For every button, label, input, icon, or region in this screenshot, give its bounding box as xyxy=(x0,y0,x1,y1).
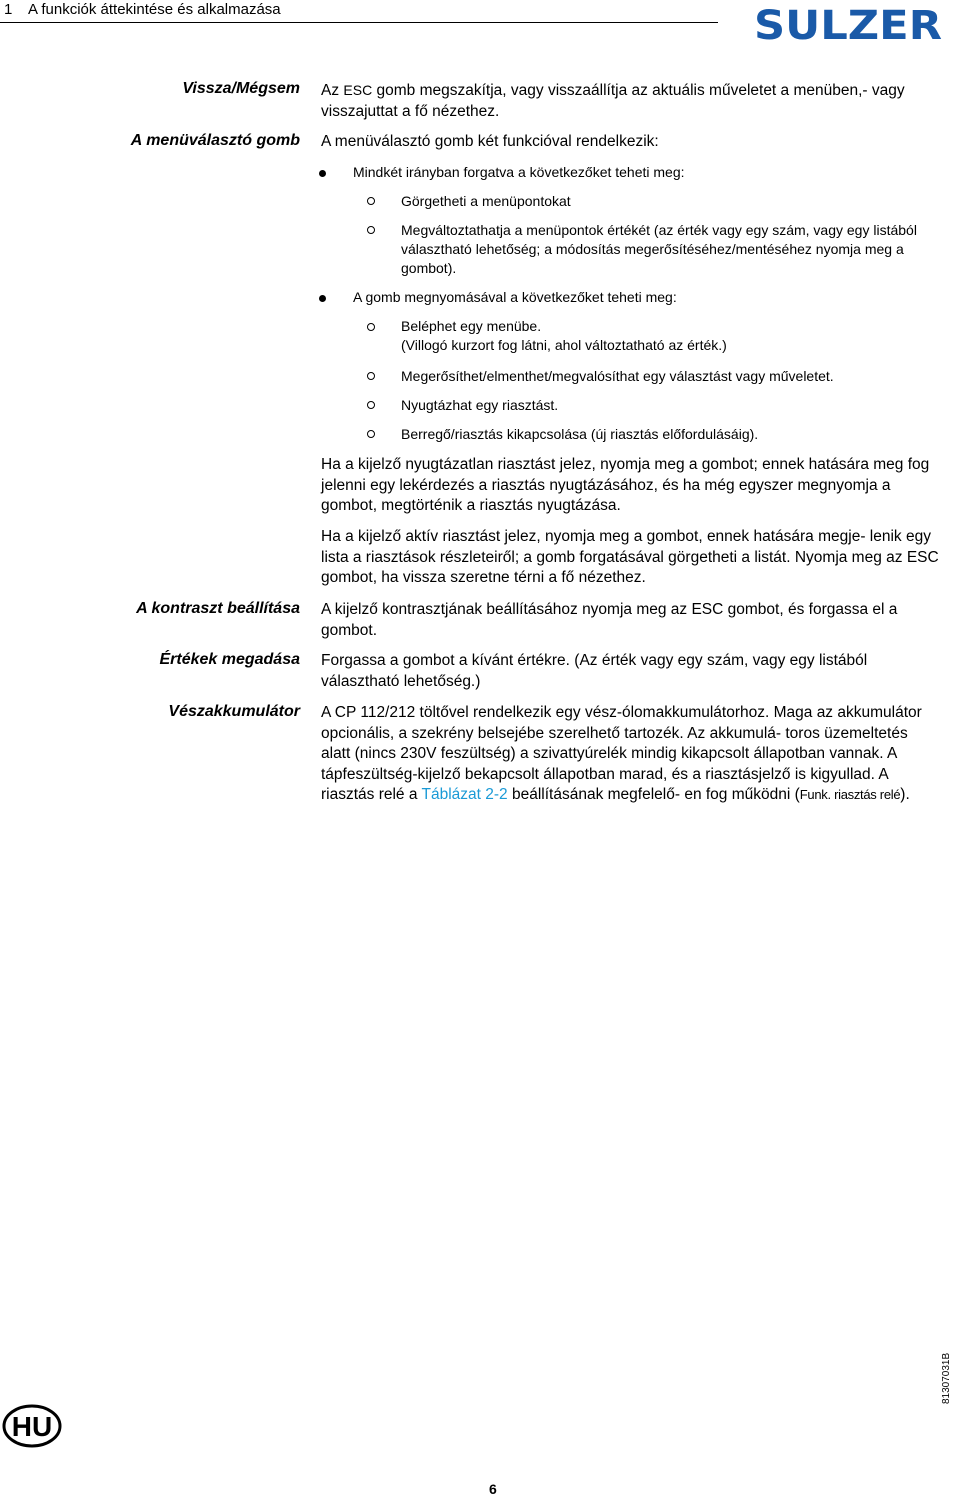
sulzer-logo xyxy=(754,6,942,42)
circle-bullet xyxy=(367,197,375,205)
knob-press-confirm: Megerősíthet/elmenthet/megvalósíthat egy választást vagy műveletet. xyxy=(401,368,834,384)
knob-label: A menüválasztó gomb xyxy=(130,132,300,149)
knob-rotate-scroll: Görgetheti a menüpontokat xyxy=(401,193,571,209)
values-text: Forgassa a gombot a kívánt értékre. (Az érték vagy egy szám, vagy egy listából választható lehetőség.) xyxy=(321,652,868,690)
knob-bullet-rotate: Mindkét irányban forgatva a következőket teheti meg: xyxy=(353,164,685,180)
doc-code: 81307031B xyxy=(941,1352,952,1404)
battery-text: A CP 112/212 töltővel rendelkezik egy vész-ólomakkumulátorhoz. Maga az akkumulátor opcionális, a szekrény belsejébe szerelhető tartozék. Az akkumulá- toros üzemeltetés alatt (nincs 230V feszültség) a szivattyúrelék mindig kikapcsolt állapotban vannak. A tápfeszültség-kijelző bekapcsolt állapotban marad, és a riasztásjelző is kigyullad. A riasztás relé a Táblázat 2-2 beállításának megfelelő- en fog működni (Funk. riasztás relé). xyxy=(321,704,922,803)
knob-para-active: Ha a kijelző aktív riasztást jelez, nyomja meg a gombot, ennek hatására megje- lenik egy lista a riasztások részleteiről; a gomb forgatásával görgetheti a listát. Nyomja meg az ESC gombot, ha vissza szeretne térni a fő nézethez. xyxy=(321,528,939,586)
knob-para-unacked: Ha a kijelző nyugtázatlan riasztást jelez, nyomja meg a gombot; ennek hatására meg fog jelenni egy lekérdezés a riasztás nyugtázásához, és ha még egyszer megnyomja a gombot, megtörténik a riasztás nyugtázása. xyxy=(321,456,930,514)
circle-bullet xyxy=(367,401,375,409)
circle-bullet xyxy=(367,430,375,438)
back-label: Vissza/Mégsem xyxy=(182,80,300,97)
language-badge xyxy=(2,1404,62,1448)
chapter-title: A funkciók áttekintése és alkalmazása xyxy=(28,1,281,18)
page-number: 6 xyxy=(489,1481,497,1497)
svg-text:SULZER: SULZER xyxy=(754,6,942,42)
circle-bullet xyxy=(367,372,375,380)
knob-press-buzzer: Berregő/riasztás kikapcsolása (új riasztás előfordulásáig). xyxy=(401,426,759,442)
knob-press-enter: Beléphet egy menübe. (Villogó kurzort fog látni, ahol változtatható az érték.) xyxy=(401,318,727,353)
knob-press-ack: Nyugtázhat egy riasztást. xyxy=(401,397,559,413)
knob-rotate-change: Megváltoztathatja a menüpontok értékét (az érték vagy egy szám, vagy egy listából választható lehetőség; a módosítás megerősítéséhez/mentéséhez nyomja meg a gombot). xyxy=(401,222,917,276)
header-rule xyxy=(0,22,718,23)
table-link[interactable]: Táblázat 2-2 xyxy=(421,786,508,803)
contrast-text: A kijelző kontrasztjának beállításához nyomja meg az ESC gombot, és forgassa el a gombot. xyxy=(321,601,898,639)
contrast-label: A kontraszt beállítása xyxy=(136,600,300,617)
circle-bullet xyxy=(367,226,375,234)
knob-intro: A menüválasztó gomb két funkcióval rendelkezik: xyxy=(321,133,659,150)
back-text: Az ESC gomb megszakítja, vagy visszaállítja az aktuális műveletet a menüben,- vagy visszajuttat a fő nézethez. xyxy=(321,82,905,120)
values-label: Értékek megadása xyxy=(159,651,300,668)
bullet-dot xyxy=(319,295,326,302)
chapter-number: 1 xyxy=(4,1,13,18)
circle-bullet xyxy=(367,323,375,331)
knob-bullet-press: A gomb megnyomásával a következőket teheti meg: xyxy=(353,289,677,305)
battery-label: Vészakkumulátor xyxy=(168,703,300,720)
bullet-dot xyxy=(319,170,326,177)
svg-text:HU: HU xyxy=(11,1411,53,1442)
